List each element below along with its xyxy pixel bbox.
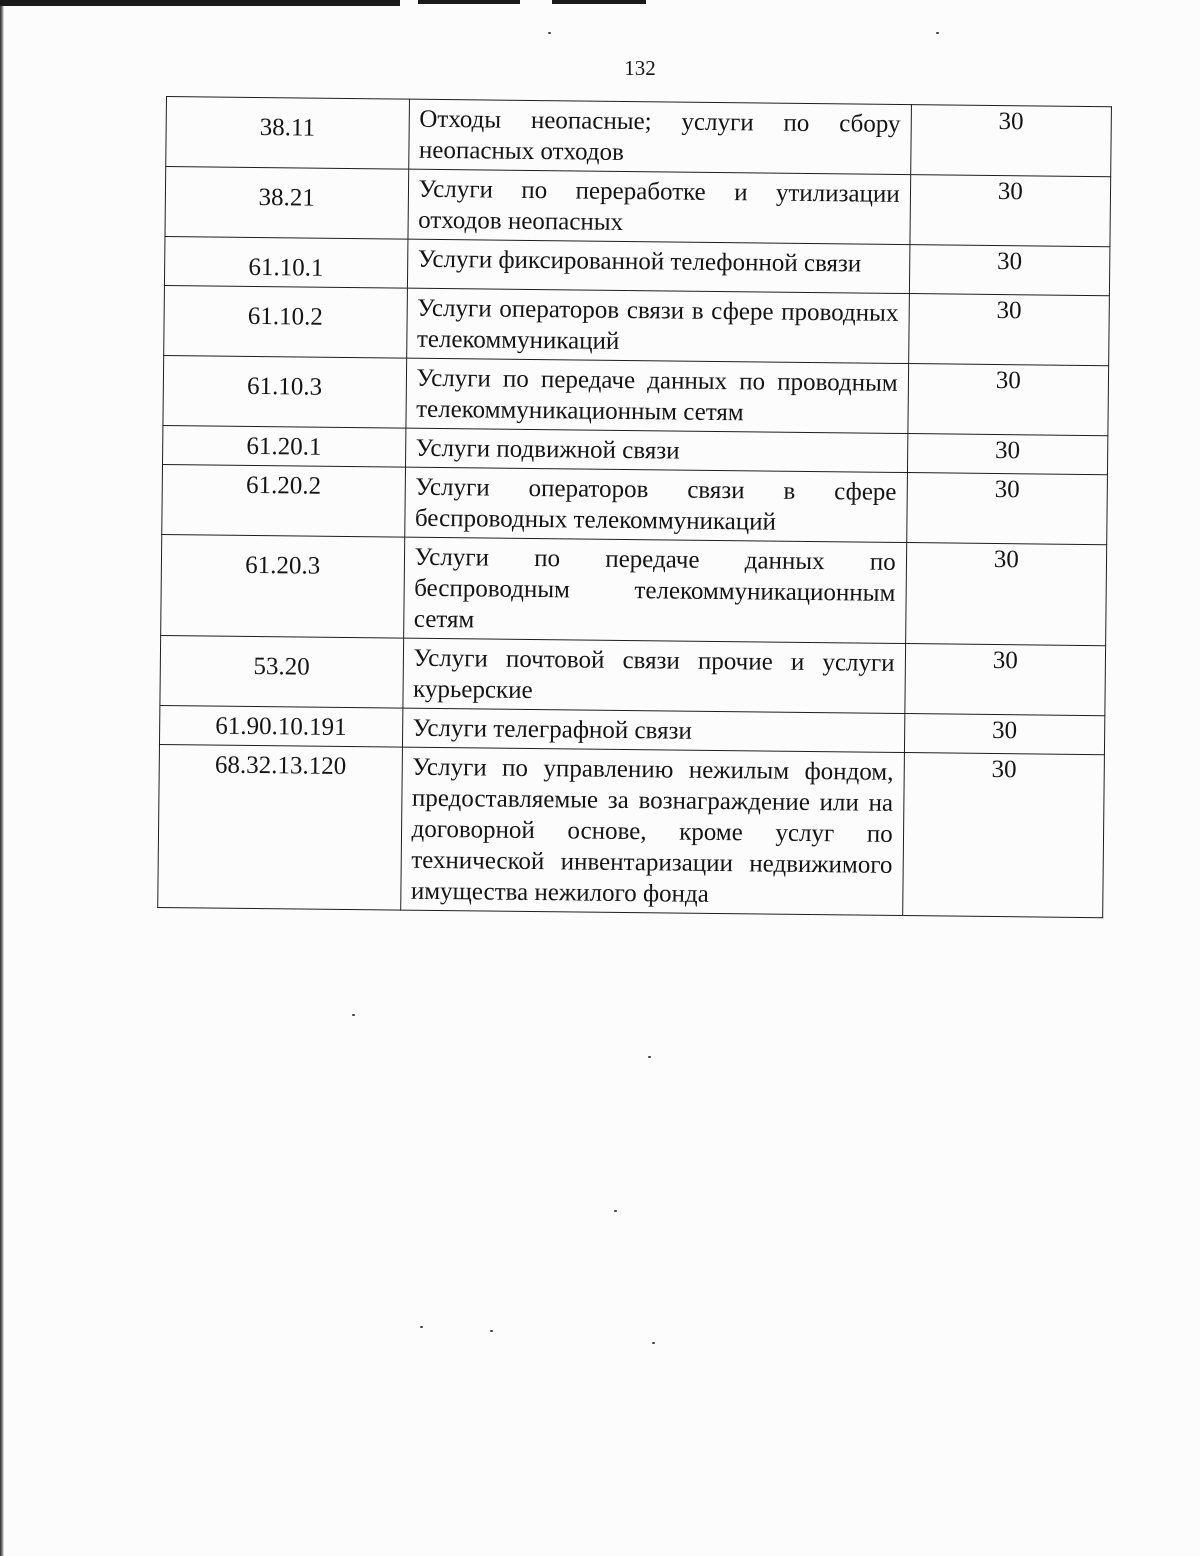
service-description: Услуги операторов связи в сфере проводных телекоммуникаций — [406, 288, 909, 363]
service-description: Отходы неопасные; услуги по сбору неопасных отходов — [408, 99, 911, 174]
scan-speck — [490, 1330, 493, 1332]
scan-artifact — [552, 0, 646, 4]
okpd-code: 61.20.2 — [162, 464, 405, 537]
okpd-code: 38.11 — [166, 97, 409, 170]
rate-value: 30 — [907, 434, 1108, 475]
okpd-code: 61.10.1 — [164, 236, 407, 288]
scan-artifact — [418, 0, 520, 4]
okpd-code: 38.21 — [165, 167, 408, 240]
table-row — [165, 167, 1111, 247]
okpd-code: 68.32.13.120 — [158, 744, 402, 910]
page-number: 132 — [624, 56, 656, 80]
scan-artifact — [0, 0, 400, 6]
services-table — [157, 96, 1112, 918]
scan-speck — [352, 1014, 355, 1016]
okpd-code: 61.20.3 — [161, 534, 405, 638]
rate-value: 30 — [908, 364, 1109, 436]
scan-speck — [936, 32, 939, 34]
rate-value: 30 — [904, 714, 1105, 755]
scan-speck — [420, 1326, 423, 1328]
service-description: Услуги подвижной связи — [405, 428, 908, 472]
service-description: Услуги почтовой связи прочие и услуги курьерские — [402, 638, 905, 713]
okpd-code: 61.90.10.191 — [159, 705, 402, 747]
service-description: Услуги по переработке и утилизации отходов неопасных — [407, 169, 910, 244]
table-row — [161, 534, 1107, 645]
scan-edge — [0, 0, 4, 1556]
okpd-code: 53.20 — [160, 635, 403, 708]
rate-value: 30 — [905, 543, 1106, 646]
rate-value: 30 — [908, 294, 1109, 366]
okpd-code: 61.10.2 — [164, 285, 407, 358]
table-row — [166, 97, 1112, 177]
table-row — [158, 744, 1105, 917]
scan-speck — [652, 1342, 655, 1344]
service-description: Услуги операторов связи в сфере беспроводных телекоммуникаций — [404, 467, 907, 542]
rate-value: 30 — [910, 175, 1111, 247]
rate-value: 30 — [910, 105, 1111, 177]
table-row — [162, 464, 1108, 544]
table-row — [160, 635, 1106, 715]
service-description: Услуги по управлению нежилым фондом, предоставляемые за вознаграждение или на договорной основе, кроме услуг по технической инвентаризации недвижимого имущества нежилого фонда — [400, 747, 904, 915]
scan-speck — [548, 32, 551, 34]
service-description: Услуги по передаче данных по беспроводным телекоммуникационным сетям — [403, 537, 906, 643]
scan-speck — [648, 1056, 651, 1058]
table-row — [164, 285, 1110, 365]
service-description: Услуги телеграфной связи — [402, 708, 905, 752]
table-row — [163, 355, 1109, 435]
okpd-code: 61.20.1 — [163, 425, 406, 467]
service-description: Услуги фиксированной телефонной связи — [407, 239, 910, 293]
rate-value: 30 — [902, 753, 1104, 918]
rate-value: 30 — [909, 245, 1110, 296]
service-description: Услуги по передаче данных по проводным телекоммуникационным сетям — [405, 358, 908, 433]
rate-value: 30 — [905, 644, 1106, 716]
scan-speck — [614, 1210, 617, 1212]
rate-value: 30 — [906, 473, 1107, 545]
okpd-code: 61.10.3 — [163, 355, 406, 428]
